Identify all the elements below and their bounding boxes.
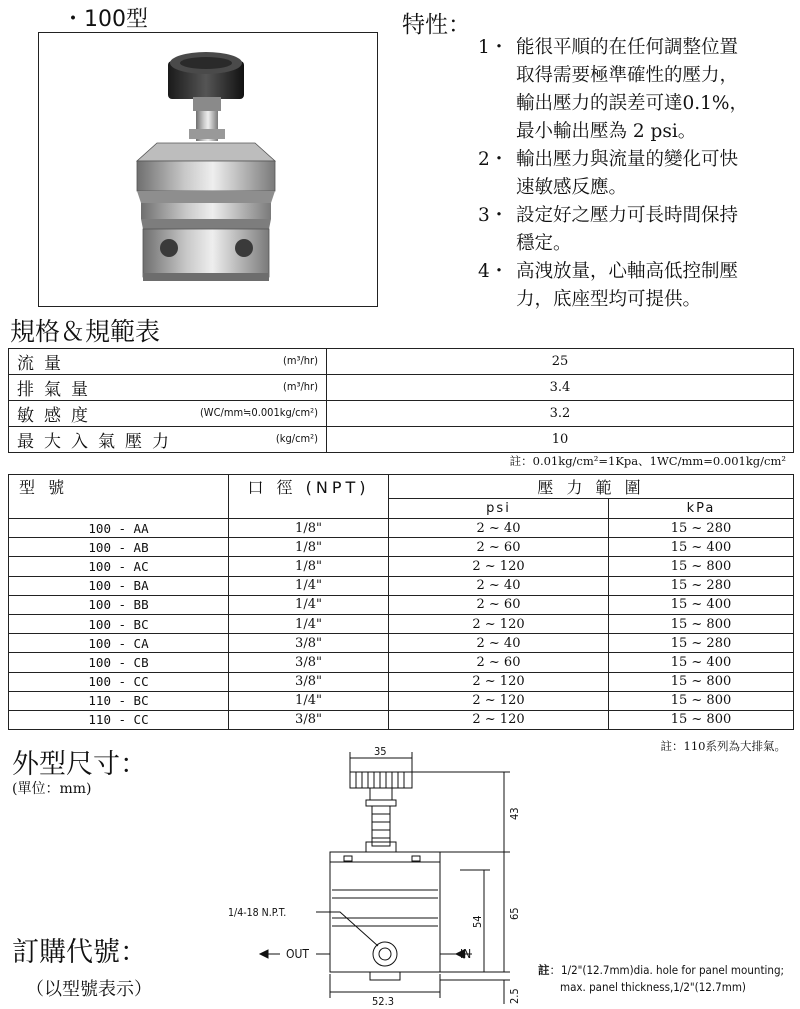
model-cell: 110 - BC [9,691,229,710]
product-photo [38,32,378,307]
diagram-note [538,962,784,996]
model-cell: 100 - AC [9,557,229,576]
port-cell: 1/8" [229,557,389,576]
kpa-cell: 15 ~ 280 [609,634,794,653]
spec-name-cell [9,427,327,453]
kpa-cell: 15 ~ 280 [609,519,794,538]
psi-cell: 2 ~ 120 [389,557,609,576]
spec-name: 流量 [17,354,71,374]
diagram-note-prefix: 註 [538,963,550,977]
spec-name-cell [9,349,327,375]
port-cell: 3/8" [229,653,389,672]
spec-title: 規格＆規範表 [10,317,161,346]
table-row [9,710,794,729]
spec-value: 3.2 [327,401,794,427]
model-note: 註：110系列為大排氣。 [660,739,786,753]
spec-note: 註：0.01kg/cm²=1Kpa、1WC/mm=0.001kg/cm² [509,454,786,468]
port-cell: 1/4" [229,576,389,595]
spec-row [9,427,794,453]
order-subtitle: （以型號表示） [26,979,152,1000]
dim-bottom-width: 52.3 [372,995,395,1008]
table-row [9,614,794,633]
spec-value: 10 [327,427,794,453]
port-cell: 3/8" [229,710,389,729]
feature-line: 輸出壓力的誤差可達0.1%， [516,93,749,114]
table-row [9,653,794,672]
model-table [8,474,794,730]
port-cell: 1/8" [229,519,389,538]
model-cell: 110 - CC [9,710,229,729]
model-cell: 100 - BC [9,614,229,633]
feature-line: 高洩放量，心軸高低控制壓 [516,261,739,282]
feature-item-2 [478,146,738,202]
port-cell: 1/4" [229,595,389,614]
table-row [9,595,794,614]
psi-cell: 2 ~ 60 [389,653,609,672]
table-row [9,519,794,538]
feature-item-4 [478,258,738,314]
kpa-cell: 15 ~ 800 [609,710,794,729]
feature-line: 速敏感反應。 [516,177,628,198]
spec-unit: (m³/hr) [282,354,318,367]
feature-number: 4・ [478,261,509,282]
psi-cell: 2 ~ 60 [389,595,609,614]
kpa-cell: 15 ~ 800 [609,557,794,576]
model-cell: 100 - AA [9,519,229,538]
kpa-cell: 15 ~ 400 [609,595,794,614]
header-psi: psi [389,499,609,519]
dim-knob-height: 43 [508,807,521,820]
psi-cell: 2 ~ 40 [389,519,609,538]
psi-cell: 2 ~ 120 [389,614,609,633]
psi-cell: 2 ~ 40 [389,634,609,653]
spec-value: 25 [327,349,794,375]
model-cell: 100 - BA [9,576,229,595]
kpa-cell: 15 ~ 400 [609,538,794,557]
kpa-cell: 15 ~ 800 [609,691,794,710]
regulator-photo-illustration [39,33,376,305]
spec-name: 最大入氣壓力 [17,432,179,452]
diagram-note-text: ：1/2"(12.7mm)dia. hole for panel mounting; [549,963,785,977]
model-cell: 100 - CC [9,672,229,691]
header-kpa: kPa [609,499,794,519]
dimensions-title: 外型尺寸： [12,749,147,780]
dim-base: 2.5 [508,988,521,1004]
port-label: 1/4-18 N.P.T. [228,907,287,919]
table-row [9,634,794,653]
feature-line: 最小輸出壓為 2 psi。 [516,121,697,142]
in-label: IN [460,947,472,961]
spec-table [8,348,794,453]
header-model: 型 號 [9,475,229,519]
feature-line: 穩定。 [516,233,572,254]
model-cell: 100 - AB [9,538,229,557]
port-cell: 1/8" [229,538,389,557]
port-cell: 1/4" [229,614,389,633]
spec-value: 3.4 [327,375,794,401]
feature-line: 輸出壓力與流量的變化可快 [516,149,739,170]
spec-unit: (m³/hr) [282,380,318,393]
unit-label: (單位：mm) [12,781,92,797]
table-row [9,576,794,595]
kpa-cell: 15 ~ 800 [609,672,794,691]
model-title: ・100型 [62,7,148,32]
psi-cell: 2 ~ 120 [389,672,609,691]
spec-name-cell [9,375,327,401]
kpa-cell: 15 ~ 800 [609,614,794,633]
table-row [9,538,794,557]
port-cell: 3/8" [229,672,389,691]
out-label: OUT [286,947,309,961]
table-row [9,672,794,691]
spec-row [9,401,794,427]
table-row [9,557,794,576]
feature-number: 1・ [478,37,509,58]
spec-unit: (kg/cm²) [275,432,318,445]
dimension-drawing [220,742,530,1009]
spec-name: 敏感度 [17,406,98,426]
psi-cell: 2 ~ 60 [389,538,609,557]
feature-item-1 [478,34,748,146]
spec-name: 排氣量 [17,380,98,400]
features-title: 特性： [402,12,471,38]
psi-cell: 2 ~ 40 [389,576,609,595]
psi-cell: 2 ~ 120 [389,691,609,710]
dim-body-inner: 54 [471,915,484,928]
model-cell: 100 - CA [9,634,229,653]
port-cell: 3/8" [229,634,389,653]
diagram-note-line [538,962,784,979]
spec-row [9,375,794,401]
feature-number: 3・ [478,205,509,226]
port-cell: 1/4" [229,691,389,710]
model-cell: 100 - BB [9,595,229,614]
psi-cell: 2 ~ 120 [389,710,609,729]
feature-line: 能很平順的在任何調整位置 [516,37,739,58]
diagram-note-line: max. panel thickness,1/2"(12.7mm) [560,980,746,994]
table-row [9,691,794,710]
spec-unit: (WC/mm≒0.001kg/cm²) [199,406,318,419]
kpa-cell: 15 ~ 280 [609,576,794,595]
order-title: 訂購代號： [12,937,147,968]
feature-number: 2・ [478,149,509,170]
spec-row [9,349,794,375]
feature-line: 設定好之壓力可長時間保持 [516,205,739,226]
kpa-cell: 15 ~ 400 [609,653,794,672]
header-port: 口 徑 (NPT) [229,475,389,519]
feature-item-3 [478,202,738,258]
dim-body-total: 65 [508,907,521,920]
spec-name-cell [9,401,327,427]
feature-line: 取得需要極準確性的壓力， [516,65,739,86]
feature-line: 力，底座型均可提供。 [516,289,702,310]
model-table-header [9,475,794,499]
model-cell: 100 - CB [9,653,229,672]
dim-top-width: 35 [374,745,387,758]
header-pressure-range: 壓 力 範 圍 [389,475,794,499]
